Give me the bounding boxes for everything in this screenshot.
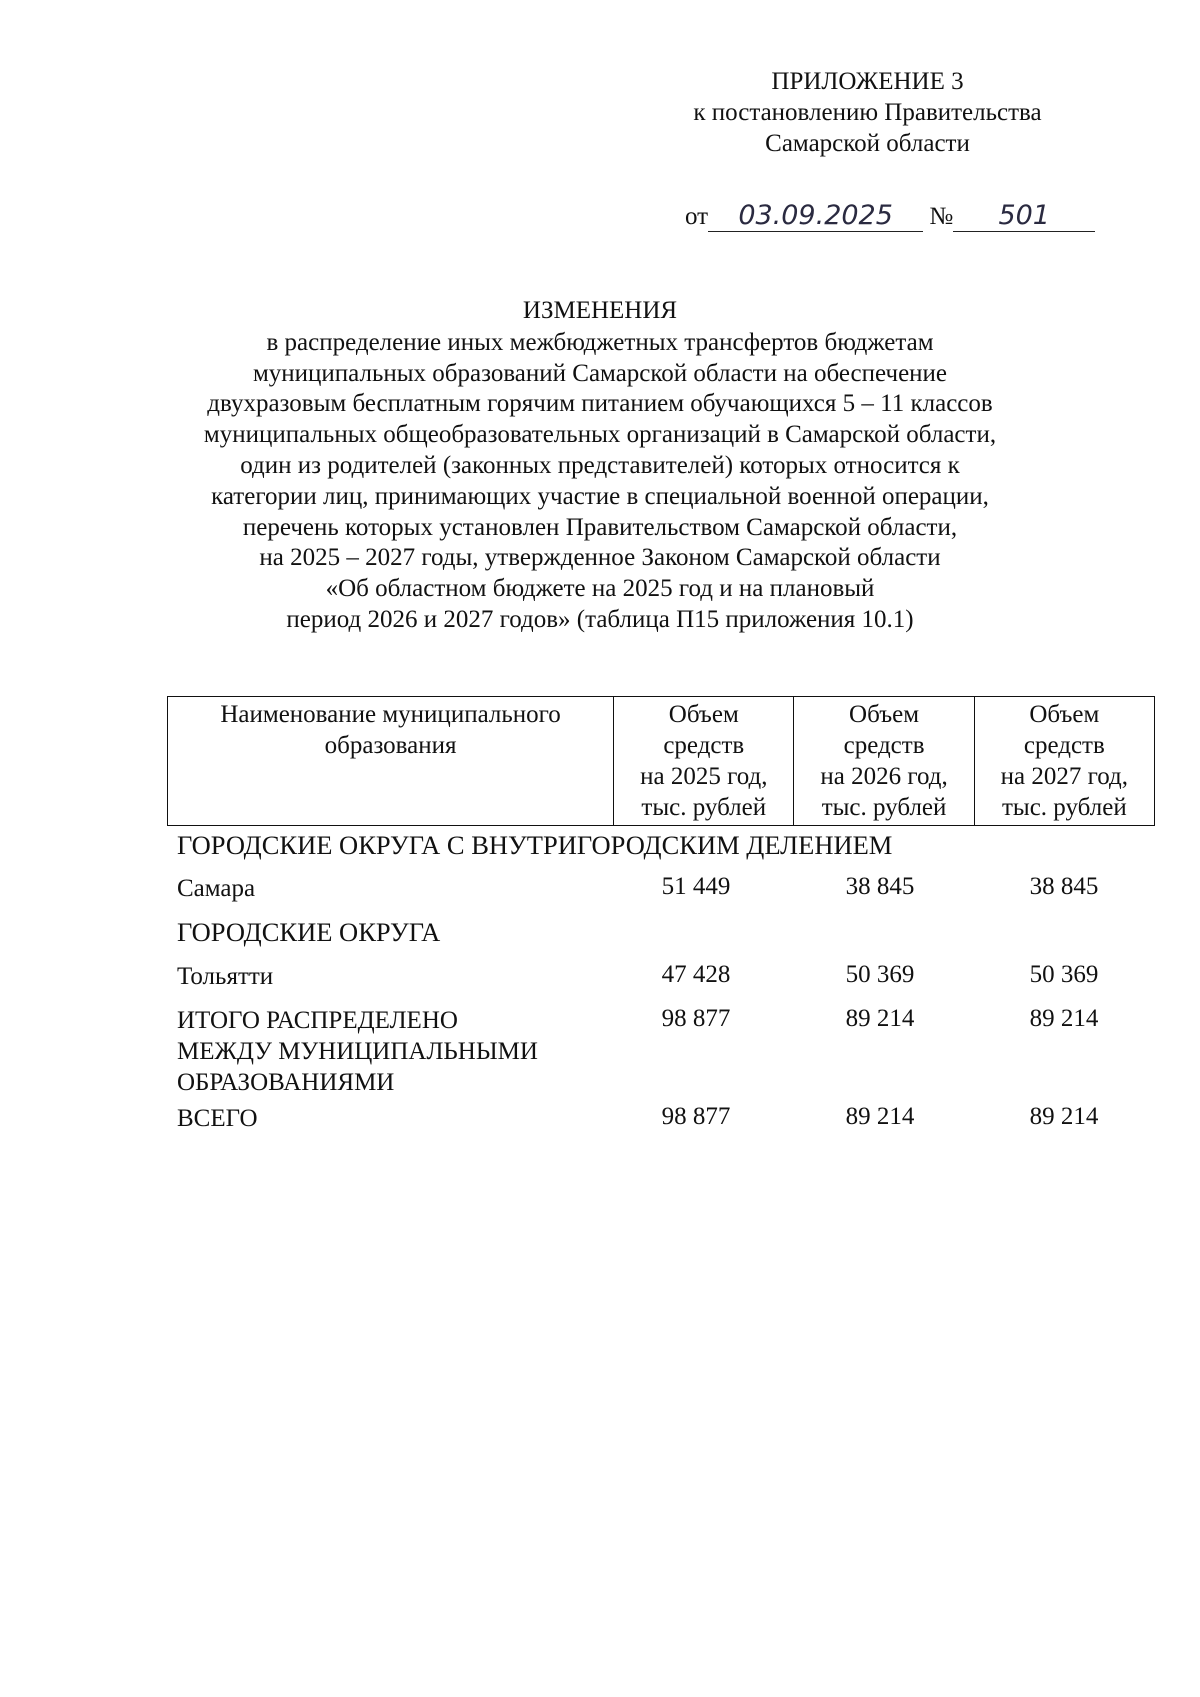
title-line: двухразовым бесплатным горячим питанием обучающихся 5 – 11 классов [207,390,993,418]
row-name: ВСЕГО [177,1105,258,1132]
title-line: период 2026 и 2027 годов» (таблица П15 приложения 10.1) [286,605,914,633]
decree-date-handwritten: 03.09.2025 [708,200,923,232]
row-name: Самара [177,875,256,902]
title-line: категории лиц, принимающих участие в специальной военной операции, [211,482,989,510]
title-line: на 2025 – 2027 годы, утвержденное Законом Самарской области [259,544,941,572]
row-value-2026: 89 214 [845,1103,915,1130]
header-volume-2027: Объем средств на 2027 год, тыс. рублей [974,697,1154,826]
decree-number-handwritten: 501 [953,200,1095,232]
title-line: в распределение иных межбюджетных трансфертов бюджетам [266,328,934,356]
section-urban-districts: ГОРОДСКИЕ ОКРУГА [177,917,441,947]
appendix-header [640,66,1095,159]
decree-prefix: от [685,203,709,230]
title-line: перечень которых установлен Правительством Самарской области, [242,513,958,541]
appendix-title: ПРИЛОЖЕНИЕ 3 [771,68,964,95]
row-value-2025: 98 877 [661,1103,731,1130]
row-value-2026: 38 845 [845,873,915,900]
section-urban-districts-with-division: ГОРОДСКИЕ ОКРУГА С ВНУТРИГОРОДСКИМ ДЕЛЕНИЕМ [177,830,893,860]
header-municipality: Наименование муниципального образования [168,697,614,826]
title-line: «Об областном бюджете на 2025 год и на плановый [325,575,875,603]
row-value-2025: 98 877 [661,1005,731,1032]
row-value-2025: 51 449 [661,873,731,900]
table-header-row [168,697,1155,826]
budget-table-header [167,696,1155,826]
appendix-region: Самарской области [765,130,970,157]
header-volume-2025: Объем средств на 2025 год, тыс. рублей [614,697,794,826]
decree-number-sign: № [929,203,954,230]
row-value-2027: 89 214 [1029,1005,1099,1032]
title-heading: ИЗМЕНЕНИЯ [522,297,678,324]
document-title [150,296,1050,636]
title-line: муниципальных общеобразовательных организаций в Самарской области, [203,421,997,449]
row-value-2026: 89 214 [845,1005,915,1032]
decree-reference [685,200,1095,232]
row-value-2026: 50 369 [845,961,915,988]
row-value-2025: 47 428 [661,961,731,988]
row-value-2027: 50 369 [1029,961,1099,988]
appendix-subtitle: к постановлению Правительства [693,99,1042,126]
row-name: ИТОГО РАСПРЕДЕЛЕНО МЕЖДУ МУНИЦИПАЛЬНЫМИ ОБРАЗОВАНИЯМИ [177,1007,538,1096]
title-line: один из родителей (законных представителей) которых относится к [240,451,960,479]
row-name: Тольятти [177,963,274,990]
header-volume-2026: Объем средств на 2026 год, тыс. рублей [794,697,974,826]
title-line: муниципальных образований Самарской области на обеспечение [252,359,948,387]
row-value-2027: 89 214 [1029,1103,1099,1130]
row-value-2027: 38 845 [1029,873,1099,900]
